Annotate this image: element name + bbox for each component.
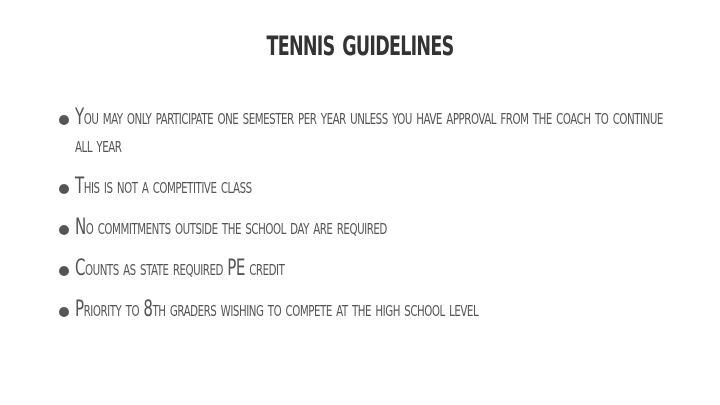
- bullet-dot-icon: [59, 225, 69, 235]
- bullet-item: [58, 104, 698, 160]
- bullet-text: This is not a competitive class: [75, 174, 252, 199]
- bullet-item: [58, 214, 698, 242]
- bullet-text: Counts as state required PE credit: [75, 256, 285, 281]
- bullet-item: [58, 173, 698, 201]
- bullet-text: You may only participate one semester per year unless you have approval from the coach to continue all year: [75, 105, 663, 158]
- bullet-text: No commitments outside the school day are required: [75, 215, 387, 240]
- bullet-item: [58, 296, 698, 324]
- bullet-dot-icon: [59, 184, 69, 194]
- bullet-dot-icon: [59, 307, 69, 317]
- bullet-dot-icon: [59, 266, 69, 276]
- bullet-text: Priority to 8th graders wishing to compete at the high school level: [75, 297, 479, 322]
- bullet-dot-icon: [59, 115, 69, 125]
- bullet-item: [58, 255, 698, 283]
- bullet-list: [58, 104, 698, 337]
- slide-title: tennis guidelines: [266, 20, 454, 64]
